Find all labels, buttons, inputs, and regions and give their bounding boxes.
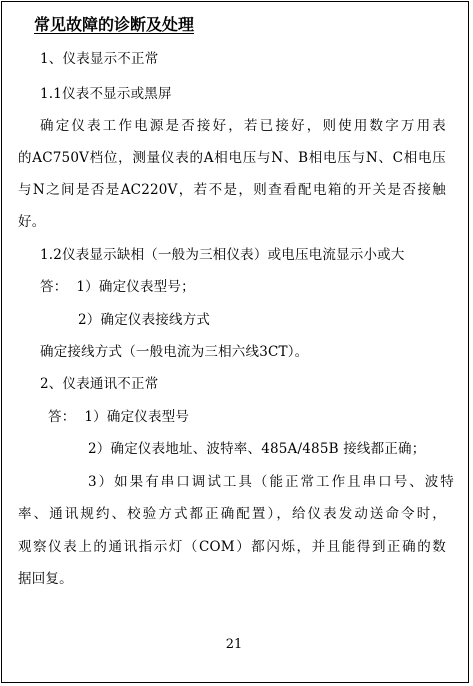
subheading-phase-loss: 1.2仪表显示缺相（一般为三相仪表）或电压电流显示小或大 xyxy=(40,247,405,263)
paragraph-line: 与N之间是否是AC220V，若不是，则查看配电箱的开关是否接触 xyxy=(18,182,446,198)
answer-line: 2）确定仪表接线方式 xyxy=(78,312,211,328)
heading-display-fault: 1、仪表显示不正常 xyxy=(40,51,159,67)
paragraph-line: 确定接线方式（一般电流为三相六线3CT）。 xyxy=(40,344,309,360)
answer-line: 2）确定仪表地址、波特率、485A/485B 接线都正确； xyxy=(88,441,426,457)
paragraph-line: 确定仪表工作电源是否接好，若已接好，则使用数字万用表 xyxy=(40,118,446,134)
paragraph-line: 观察仪表上的通讯指示灯（COM）都闪烁，并且能得到正确的数 xyxy=(18,539,446,555)
subheading-no-display: 1.1仪表不显示或黑屏 xyxy=(40,86,172,102)
answer-line: 3）如果有串口调试工具（能正常工作且串口号、波特 xyxy=(88,474,454,490)
page-number: 21 xyxy=(225,637,243,652)
heading-comm-fault: 2、仪表通讯不正常 xyxy=(40,376,159,392)
paragraph-line: 据回复。 xyxy=(18,571,73,587)
paragraph-line: 率、通讯规约、校验方式都正确配置），给仪表发动送命令时， xyxy=(18,506,446,522)
paragraph-line: 的AC750V档位，测量仪表的A相电压与N、B相电压与N、C相电压 xyxy=(18,150,446,166)
section-title: 常见故障的诊断及处理 xyxy=(34,15,195,34)
answer-line: 答： 1）确定仪表型号； xyxy=(40,279,195,295)
paragraph-line: 好。 xyxy=(18,214,46,230)
answer-line: 答： 1）确定仪表型号 xyxy=(48,409,190,425)
